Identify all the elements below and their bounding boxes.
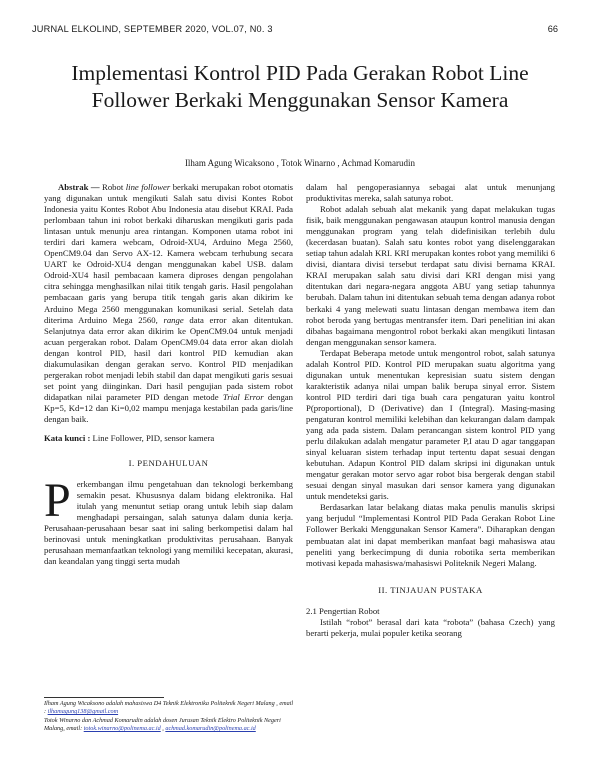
title-line-2: Follower Berkaki Menggunakan Sensor Kamera <box>91 88 509 112</box>
abstract-italic-range: range <box>163 314 184 325</box>
footnote-2-separator: , <box>160 724 166 732</box>
dropcap: P <box>44 474 71 528</box>
subsection-heading-robot: 2.1 Pengertian Robot <box>306 605 380 616</box>
section-heading-literature: II. TINJAUAN PUSTAKA <box>378 584 483 595</box>
paragraph-continuation: dalam hal pengoperasiannya sebagai alat untuk menunjang produktivitas mereka, salah satunya robot. <box>306 182 555 204</box>
keywords <box>44 433 293 444</box>
left-column <box>44 182 293 568</box>
abstract <box>44 182 293 425</box>
footnote-2-email-link-2[interactable]: achmad.komarudin@polinema.ac.id <box>165 724 256 732</box>
footnote-divider <box>44 697 164 698</box>
page-number: 66 <box>547 24 558 34</box>
abstract-text: Robot <box>99 182 126 192</box>
abstract-text-c: dengan Kp=5, Kd=12 dan Ki=0,02 mampu menjaga kestabilan pada garis/line dengan baik. <box>44 391 294 424</box>
paragraph-background: Berdasarkan latar belakang diatas maka penulis manulis skripsi yang berjudul “Implementasi Kontrol PID Pada Gerakan Robot Line Follower Berkaki Menggunakan Sensor Kamera”. Diharapkan dengan pembuatan alat ini dapat memberikan manfaat bagi mahasiswa atau peneliti yang berkecimpung di dunia robotika serta memberikan motivasi kepada mahasiswa/mahasiswi Politeknik Negeri Malang. <box>306 502 555 568</box>
footnote-1 <box>44 700 294 717</box>
footnote-2-text: Totok Winarno dan Achmad Komarudin adalah dosen Jurusan Teknik Elektro Politeknik Negeri Malang, email: <box>44 716 281 732</box>
title-line-1: Implementasi Kontrol PID Pada Gerakan Robot Line <box>71 61 529 85</box>
abstract-text-b: data error akan ditentukan. Selanjutnya data error akan dikirim ke OpenCM9.04 untuk menjadi acuan pergerakan robot. Dalam OpenCM9.04 data error akan diolah dengan kontrol PID, hasil dari kontrol PID kemudian akan diakumulasikan dengan gerakan servo. Kontrol PID menjadikan pergerakan robot menjadi lebih stabil dan dapat mengikuti garis sesuai set point yang diinginkan. Dari hasil pengujian pada sistem robot didapatkan nilai parameter PID dengan metode <box>44 314 293 402</box>
abstract-text-a: berkaki merupakan robot otomatis yang digunakan untuk mengikuti Salah satu divisi Kontes Robot Indonesia yaitu Kontes Robot Abu Indonesia atau disebut KRAI. Pada perlombaan tahun ini robot berkaki diharuskan mengikuti garis pada lintasan untuk menunju area rintangan. Komponen utama robot ini terdiri dari kamera webcam, Odroid-XU4, Arduino Mega 2560, OpenCM9.04 dan Servo AX-12. Kamera webcam terhubung secara UART ke Odroid-XU4 dengan menggunakan kabel USB. dalam Odroid-XU4 hasil pembacaan kamera diproses dengan pengolahan citra sehingga menghasilkan nilai titik tengah garis. Hasil pengolahan pembacaan garis yang berupa titik tengah garis akan dikirim ke Arduino Mega 2560 menggunakan komunikasi serial. Setelah data diterima Arduino Mega 2560, <box>44 182 294 325</box>
authors: Ilham Agung Wicaksono , Totok Winarno , Achmad Komarudin <box>184 158 416 168</box>
footnote-1-email-link[interactable]: ilhamagung138@gmail.com <box>47 708 119 716</box>
footnote-2-email-link-1[interactable]: totok.winarno@polinema.ac.id <box>83 724 161 732</box>
section-heading-introduction: I. PENDAHULUAN <box>128 458 209 469</box>
footnote-1-text: Ilham Agung Wicaksono adalah mahasiswa D4 Teknik Elektronika Politeknik Negeri Malang , email : <box>44 700 294 716</box>
intro-paragraph <box>44 474 293 567</box>
paragraph-pid: Terdapat Beberapa metode untuk mengontrol robot, salah satunya adalah Kontrol PID. Kontrol PID merupakan suatu algoritma yang digunakan untuk menentukan kepresisian suatu sistem dengan karakteristik adanya nilai umpan balik berupa sinyal error. Sistem kontrol PID terdiri dari tiga buah cara pengaturan yaitu kontrol P(proportional), D (Derivative) dan I (Integral). Masing-masing pengaturan kontrol memiliki kelebihan dan kekurangan dalam dampak yang ada pada sistem. Dalam perancangan sistem kontrol PID yang perlu dilakukan adalah mengatur parameter P,I atau D agar tanggapan sinyal keluaran sistem terhadap input tertentu dapat sesuai dengan kebutuhan. Adapun Kontrol PID dalam skripsi ini digunakan untuk mengatur gerakan motor servo agar robot bisa bergerak dengan stabil sesuai dengan sinyal masukan dari sensor kamera yang digunakan untuk mendeteksi garis. <box>306 347 555 502</box>
abstract-label: Abstrak — <box>58 182 100 192</box>
abstract-italic-trial: Trial Error <box>222 391 264 402</box>
paragraph-robot: Robot adalah sebuah alat mekanik yang dapat melakukan tugas fisik, baik menggunakan pengawasan ataupun kontrol manusia dengan menggunakan program yang telah didefinisikan terlebih dulu (kecerdasan buatan). Salah satu kontes robot yang diselenggarakan setiap tahun adalah KRI. KRI merupakan kontes robot yang memiliki 6 divisi, diantara divisi tersebut terdapat satu divisi bernama KRAI. KRAI merupakan salah satu divisi dari KRI dengan misi yang ditentukan dari negara-negara anggota ABU yang setiap tahunnya berubah. Dalam tahun ini ditentukan sebuah tema dengan adanya robot berkaki 4 yang melewati suatu lintasan dengan membawa item dan robot beroda yang bertugas mentransfer item. Dari penelitian ini akan dibahas bagaimana mengontrol robot berkaki akan mengikuti lintasan dengan menggunakan sensor kamera. <box>306 204 555 347</box>
journal-header: JURNAL ELKOLIND, SEPTEMBER 2020, VOL.07, N0. 3 <box>32 24 273 34</box>
intro-text: erkembangan ilmu pengetahuan dan teknologi berkembang semakin pesat. Khususnya dalam bidang elektronika. Hal itulah yang menuntut setiap orang untuk lebih siap dalam menghadapi persaingan, salah satunya dalam dunia kerja. Perusahaan-perusahaan besar saat ini saling berkompetisi dalam hal berinovasi untuk meningkatkan produktivitas perusahaan. Banyak perusahaan memanfaatkan teknologi yang memiliki kecepatan, akurasi, dan keandalan yang tinggi serta mudah <box>44 479 293 567</box>
footnotes <box>44 700 294 733</box>
paper-title <box>30 60 570 114</box>
keywords-label: Kata kunci : <box>44 433 91 444</box>
abstract-italic-term: line follower <box>125 182 171 192</box>
paragraph-robot-definition: Istilah “robot” berasal dari kata “robota” (bahasa Czech) yang berarti pekerja, mulai populer ketika seorang <box>306 616 555 638</box>
footnote-2 <box>44 717 294 734</box>
right-column <box>306 182 555 639</box>
keywords-text: Line Follower, PID, sensor kamera <box>90 433 215 444</box>
